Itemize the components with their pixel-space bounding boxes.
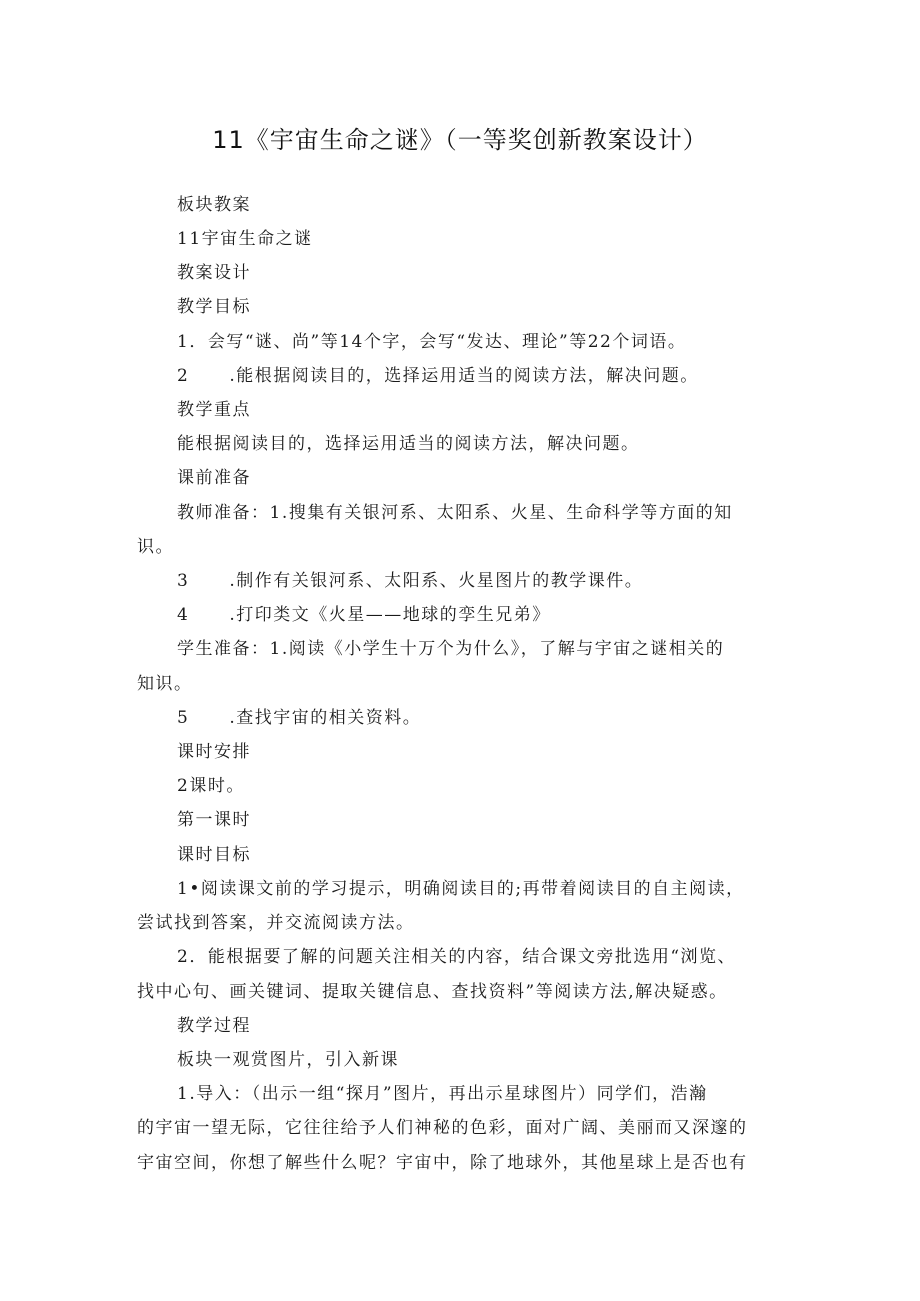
student-prep-2 — [177, 701, 837, 735]
block-one-heading: 板块一观赏图片，引入新课 — [177, 1050, 399, 1070]
heading-focus: 教学重点 — [177, 400, 251, 420]
intro-paragraph-line-1: 1.导入：（出示一组“探月”图片，再出示星球图片）同学们，浩瀚 — [177, 1084, 708, 1104]
heading-goals: 教学目标 — [177, 297, 251, 317]
teacher-prep-3 — [177, 598, 837, 632]
heading-process: 教学过程 — [177, 1016, 251, 1036]
teacher-prep-2-text: .制作有关银河系、太阳系、火星图片的教学课件。 — [229, 571, 644, 591]
lesson-goal-1-cont: 尝试找到答案，并交流阅读方法。 — [137, 913, 415, 933]
teacher-prep-1-cont: 识。 — [137, 537, 174, 557]
goal-item-2-number: 2 — [177, 366, 190, 386]
goal-item-2-text: .能根据阅读目的，选择运用适当的阅读方法，解决问题。 — [229, 366, 699, 386]
lesson-goal-2: 2．能根据要了解的问题关注相关的内容，结合课文旁批选用“浏览、 — [177, 947, 737, 967]
student-prep-2-text: .查找宇宙的相关资料。 — [229, 708, 422, 728]
teacher-prep-3-number: 4 — [177, 605, 190, 625]
heading-preparation: 课前准备 — [177, 468, 251, 488]
lesson-name: 11宇宙生命之谜 — [177, 229, 313, 249]
student-prep-1-cont: 知识。 — [137, 674, 193, 694]
teacher-prep-3-text: .打印类文《火星——地球的孪生兄弟》 — [229, 605, 551, 625]
teacher-prep-2-number: 3 — [177, 571, 190, 591]
goal-item-1: 1．会写“谜、尚”等14个字，会写“发达、理论”等22个词语。 — [177, 332, 687, 352]
heading-schedule: 课时安排 — [177, 742, 251, 762]
heading-first-lesson: 第一课时 — [177, 810, 251, 830]
lesson-goal-1: 1•阅读课文前的学习提示，明确阅读目的;再带着阅读目的自主阅读， — [177, 879, 745, 899]
goal-item-2 — [177, 359, 837, 393]
lesson-goal-2-cont: 找中心句、画关键词、提取关键信息、查找资料”等阅读方法,解决疑惑。 — [137, 982, 728, 1002]
heading-lesson-goals: 课时目标 — [177, 845, 251, 865]
section-label: 板块教案 — [177, 195, 251, 215]
teacher-prep-2 — [177, 564, 837, 598]
document-title: 11《宇宙生命之谜》（一等奖创新教案设计） — [212, 126, 708, 154]
intro-paragraph-line-2: 的宇宙一望无际，它往往给予人们神秘的色彩，面对广阔、美丽而又深邃的 — [137, 1118, 748, 1138]
student-prep-1: 学生准备：1.阅读《小学生十万个为什么》，了解与宇宙之谜相关的 — [177, 639, 725, 659]
teacher-prep-1: 教师准备：1.搜集有关银河系、太阳系、火星、生命科学等方面的知 — [177, 503, 733, 523]
schedule-text: 2课时。 — [177, 776, 245, 796]
student-prep-2-number: 5 — [177, 708, 190, 728]
intro-paragraph-line-3: 宇宙空间，你想了解些什么呢？宇宙中，除了地球外，其他星球上是否也有 — [137, 1153, 748, 1173]
heading-design: 教案设计 — [177, 263, 251, 283]
focus-text: 能根据阅读目的，选择运用适当的阅读方法，解决问题。 — [177, 434, 640, 454]
